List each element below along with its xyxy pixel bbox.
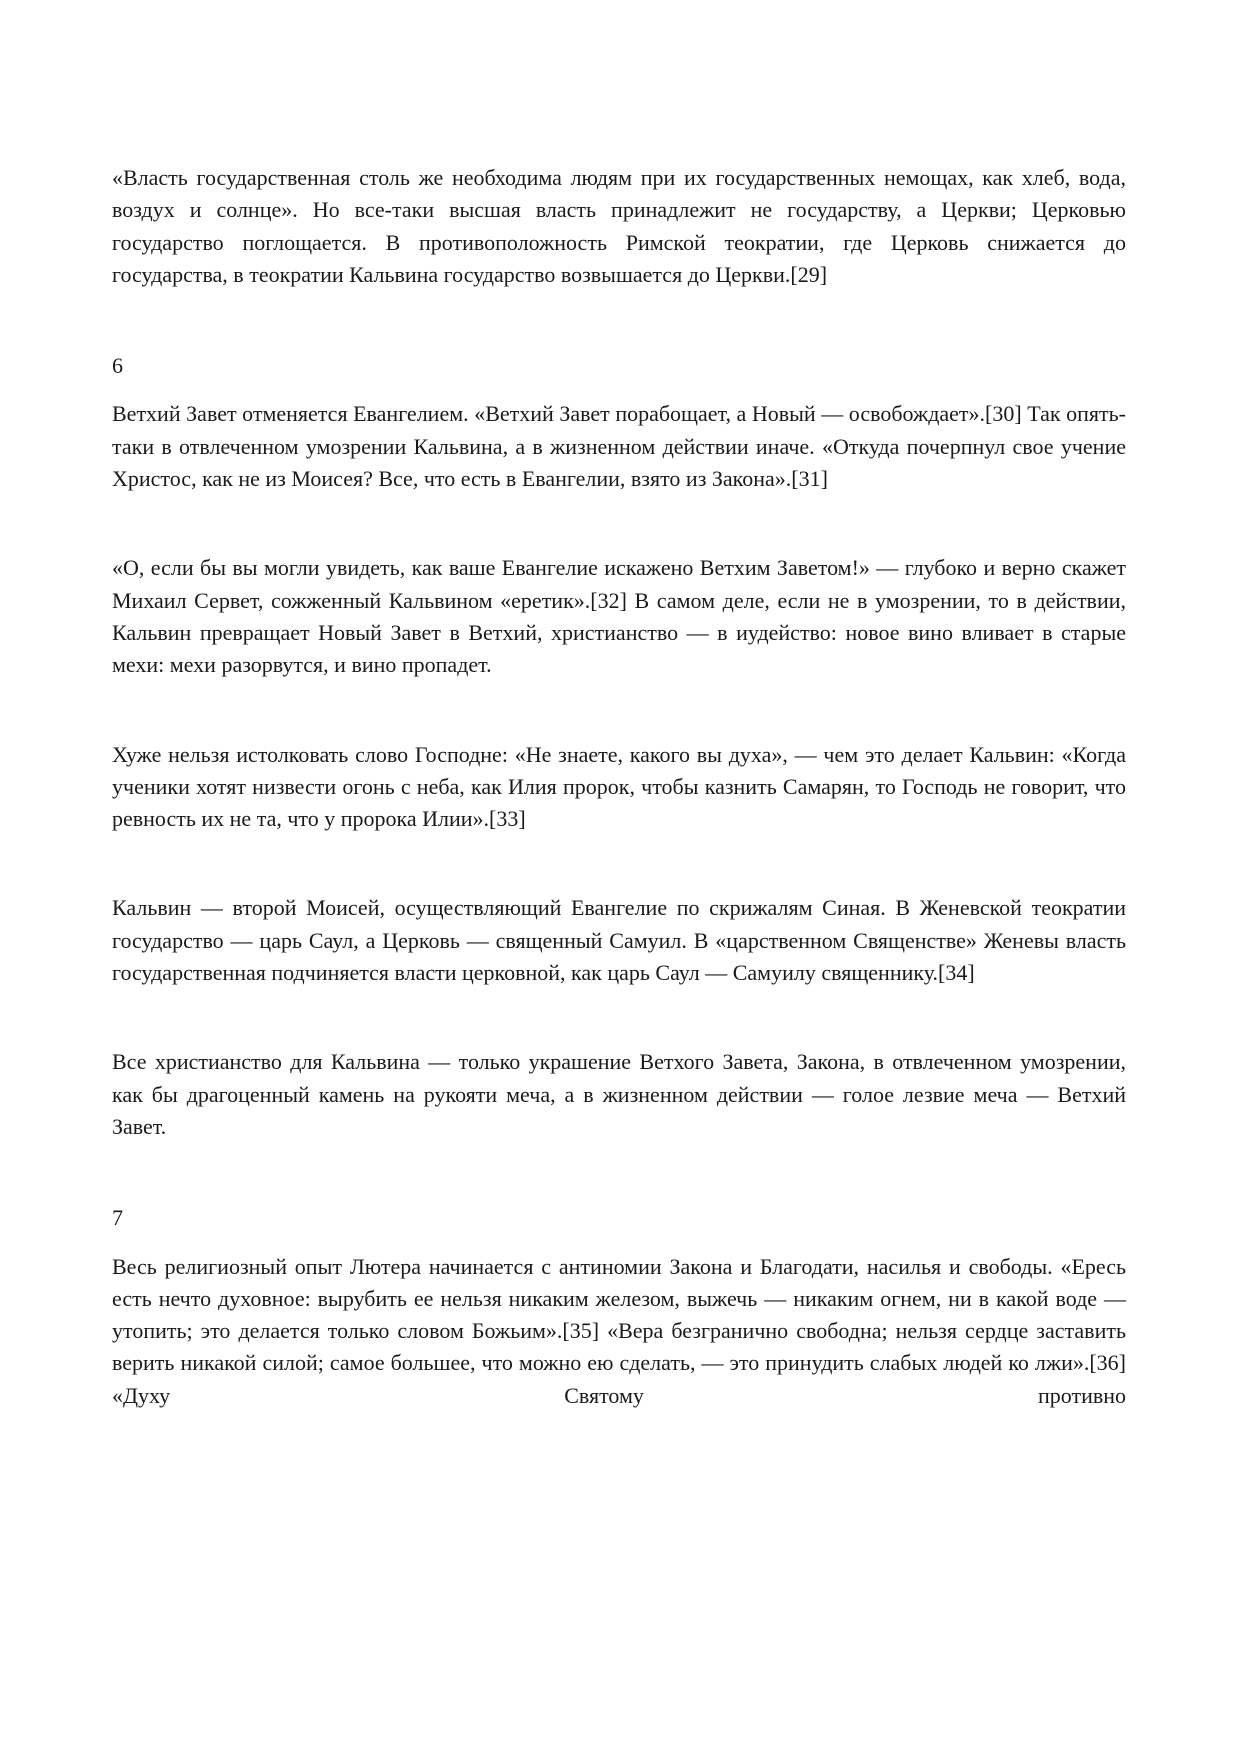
paragraph-spirit: Хуже нельзя истолковать слово Господне: «Не знаете, какого вы духа», — чем это делает Кальвин: «Когда ученики хотят низвести огонь с неба, как Илия пророк, чтобы казнить Самарян, то Господь не говорит, что ревность их не та, что у пророка Илии».[33] bbox=[112, 741, 1126, 832]
document-page bbox=[112, 162, 1126, 1412]
paragraph-church-state: «Власть государственная столь же необходима людям при их государственных немощах, как хлеб, вода, воздух и солнце». Но все-таки высшая власть принадлежит не государству, а Церкви; Церковью государство поглощается. В противоположность Римской теократии, где Церковь снижается до государства, в теократии Кальвина государство возвышается до Церкви.[29] bbox=[112, 165, 1126, 287]
paragraph-luther: Весь религиозный опыт Лютера начинается с антиномии Закона и Благодати, насилья и свободы. «Ересь есть нечто духовное: вырубить ее нельзя никаким железом, выжечь — никаким огнем, ни в какой воде — утопить; это делается только словом Божьим».[35] «Вера безгранично свободна; нельзя сердце заставить верить никакой силой; самое большее, что можно ею сделать, — это принудить слабых людей ко лжи».[36] «Духу Святому противно bbox=[112, 1253, 1126, 1408]
paragraph-christianity: Все христианство для Кальвина — только украшение Ветхого Завета, Закона, в отвлеченном умозрении, как бы драгоценный камень на рукояти меча, а в жизненном действии — голое лезвие меча — Ветхий Завет. bbox=[112, 1049, 1126, 1139]
section-number-6: 6 bbox=[112, 353, 123, 379]
paragraph-old-testament: Ветхий Завет отменяется Евангелием. «Ветхий Завет порабощает, а Новый — освобождает».[30] Так опять-таки в отвлеченном умозрении Кальвина, а в жизненном действии иначе. «Откуда почерпнул свое учение Христос, как не из Моисея? Все, что есть в Евангелии, взято из Закона».[31] bbox=[112, 401, 1126, 492]
section-number-7: 7 bbox=[112, 1205, 123, 1231]
paragraph-second-moses: Кальвин — второй Моисей, осуществляющий Евангелие по скрижалям Синая. В Женевской теократии государство — царь Саул, а Церковь — священный Самуил. В «царственном Священстве» Женевы власть государственная подчиняется власти церковной, как царь Саул — Самуилу священнику.[34] bbox=[112, 895, 1126, 986]
paragraph-servetus: «О, если бы вы могли увидеть, как ваше Евангелие искажено Ветхим Заветом!» — глубоко и верно скажет Михаил Сервет, сожженный Кальвином «еретик».[32] В самом деле, если не в умозрении, то в действии, Кальвин превращает Новый Завет в Ветхий, христианство — в иудейство: новое вино вливает в старые мехи: мехи разорвутся, и вино пропадет. bbox=[112, 555, 1126, 678]
